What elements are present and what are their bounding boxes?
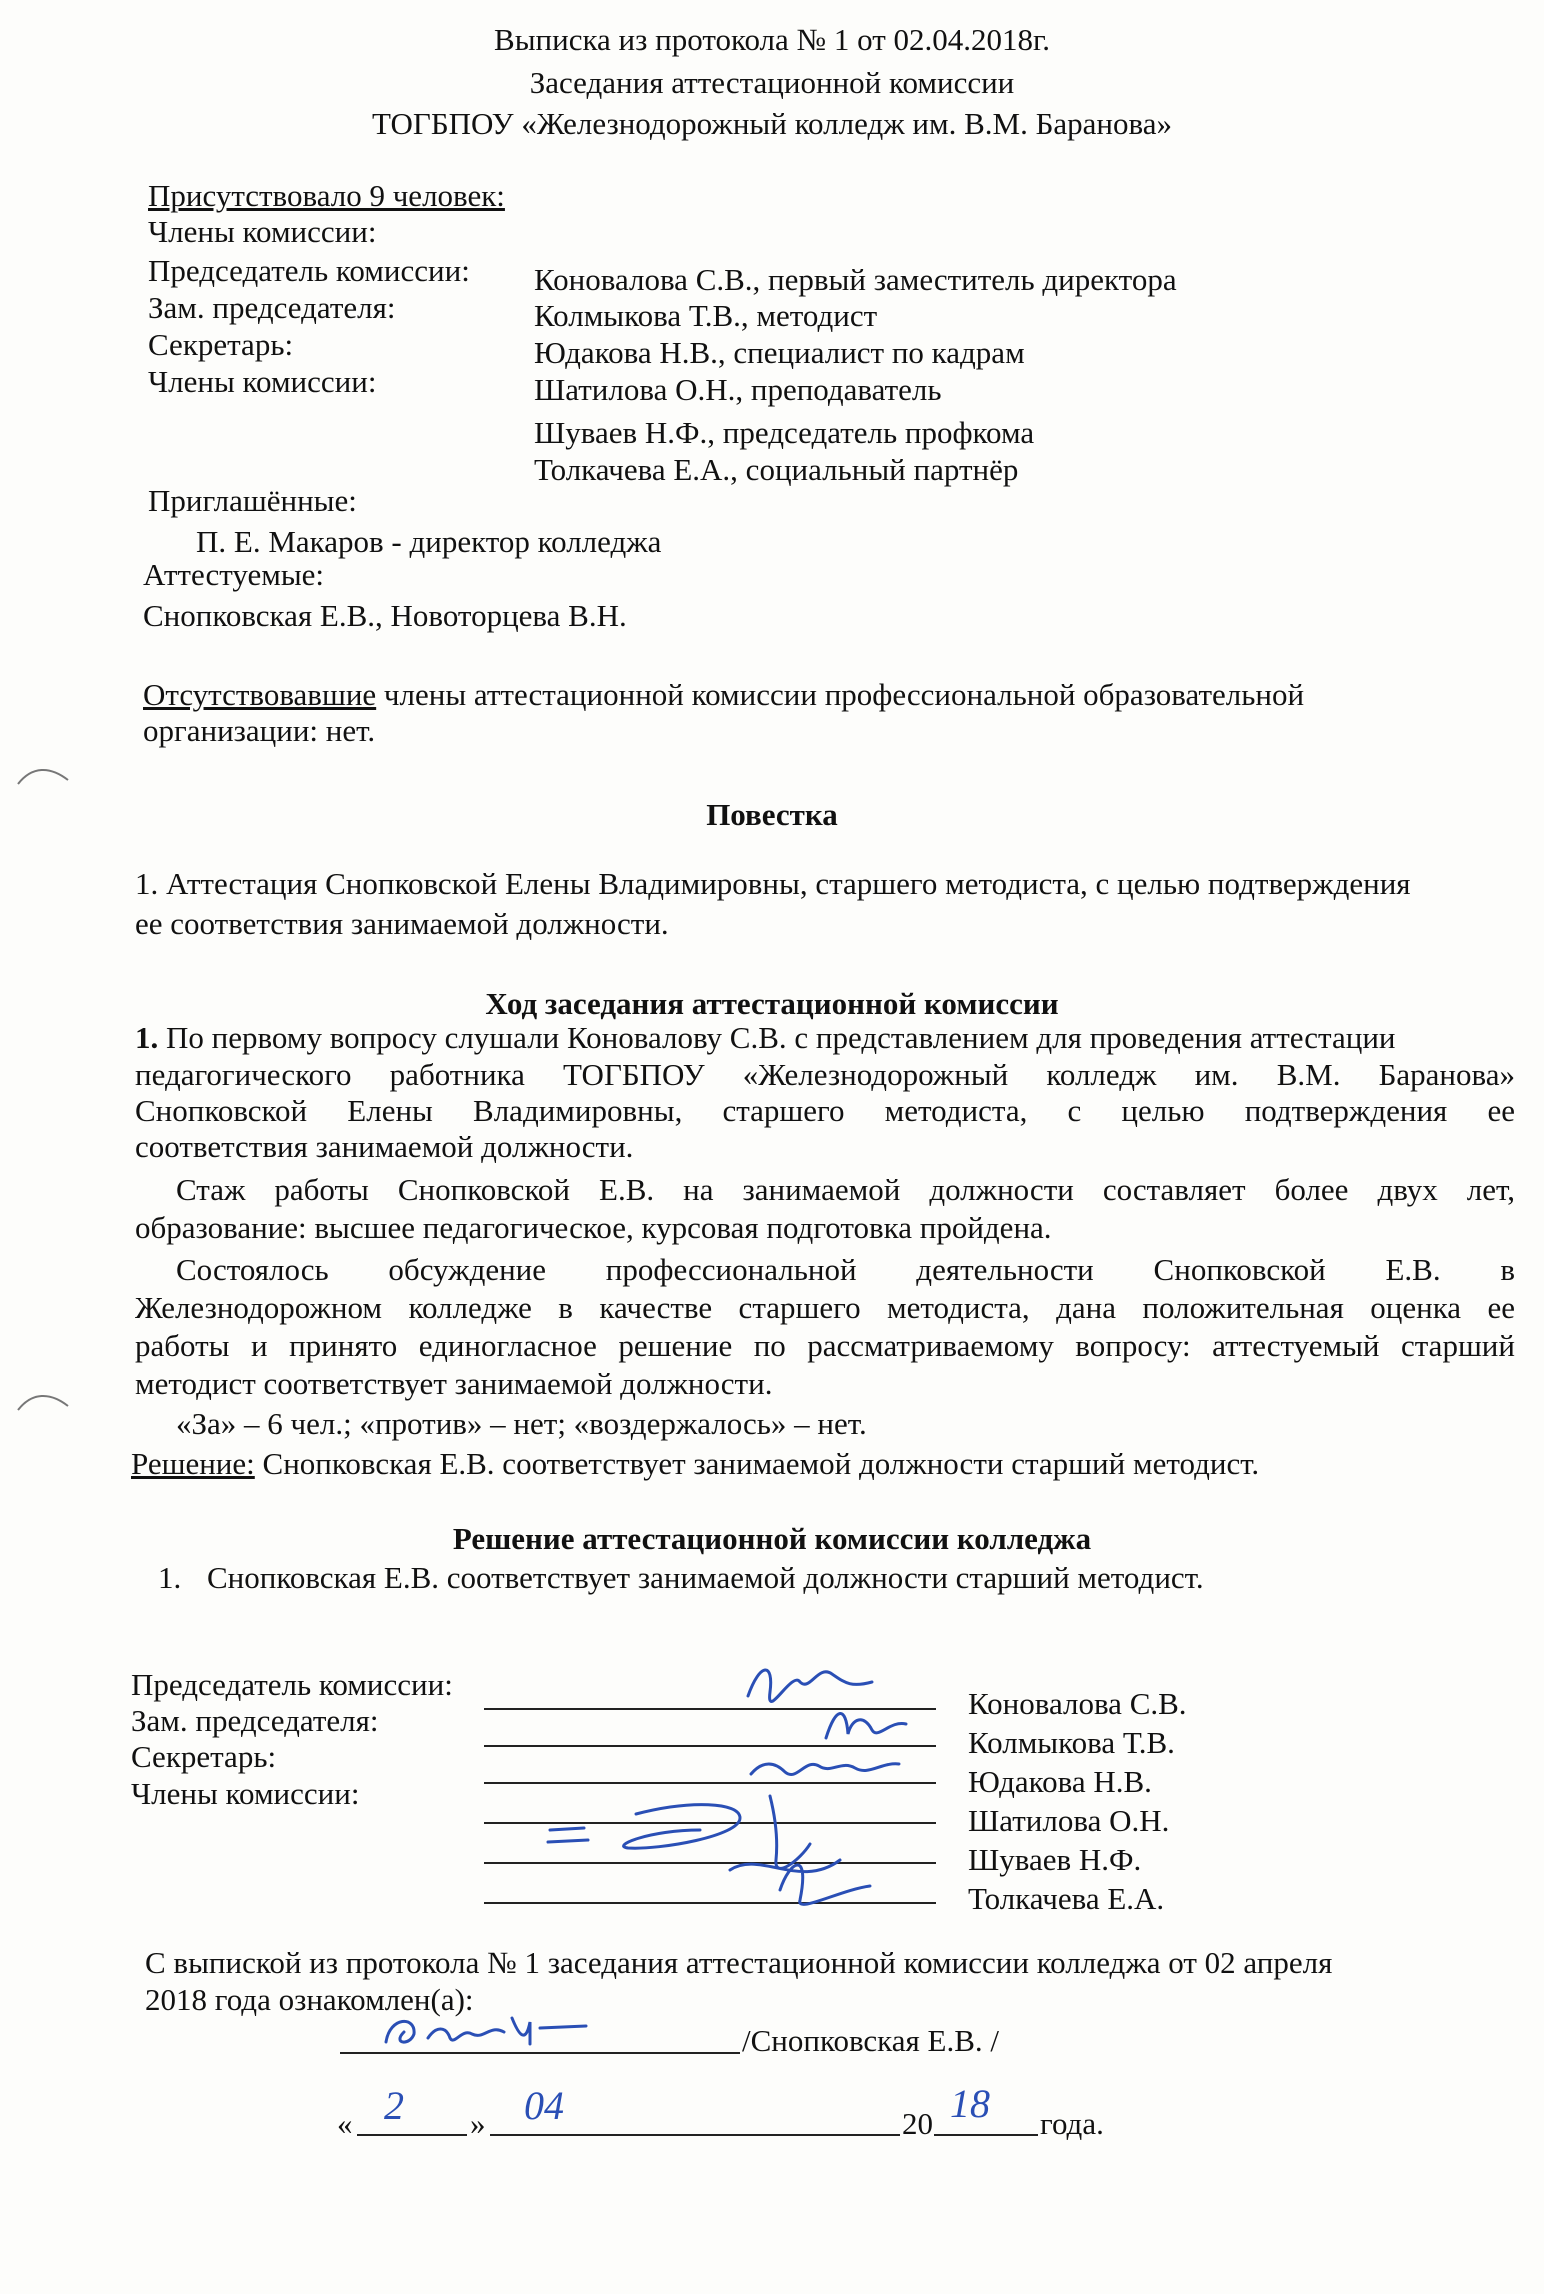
ack-day-handwritten: 2 xyxy=(384,2083,404,2128)
ack-year-handwritten: 18 xyxy=(950,2081,990,2126)
absent-label: Отсутствовавшие xyxy=(143,677,377,712)
final-decision-text: Снопковская Е.В. соответствует занимаемой должности старший методист. xyxy=(207,1560,1204,1595)
ack-signature-scribble xyxy=(380,2008,600,2061)
ack-line-2: 2018 года ознакомлен(а): xyxy=(145,1982,474,2017)
invited-person: П. Е. Макаров - директор колледжа xyxy=(196,524,662,559)
proceedings-p1-line-2: педагогического работника ТОГБПОУ «Железнодорожный колледж им. В.М. Баранова» xyxy=(135,1057,1515,1092)
proceedings-p2-line-1: Стаж работы Снопковской Е.В. на занимаемой должности составляет более двух лет, xyxy=(176,1172,1515,1207)
ack-month-handwritten: 04 xyxy=(524,2083,564,2128)
attested-heading: Аттестуемые: xyxy=(143,557,325,592)
role-secretary: Секретарь: xyxy=(148,327,294,362)
final-decision-num: 1. xyxy=(158,1560,182,1595)
ack-year-prefix: 20 xyxy=(902,2106,933,2141)
absent-line-2: организации: нет. xyxy=(143,713,376,748)
header-line-1: Выписка из протокола № 1 от 02.04.2018г. xyxy=(494,22,1050,57)
signature-scribble-secretary xyxy=(745,1742,905,1797)
proceedings-p1-line-1 xyxy=(135,1020,1396,1056)
person-vice-chair: Колмыкова Т.В., методист xyxy=(534,298,878,333)
person-member-3: Толкачева Е.А., социальный партнёр xyxy=(534,452,1019,487)
sign-role-secretary: Секретарь: xyxy=(131,1739,277,1774)
sign-name-2: Колмыкова Т.В. xyxy=(968,1725,1175,1760)
person-member-2: Шуваев Н.Ф., председатель профкома xyxy=(534,415,1035,450)
attested-persons: Снопковская Е.В., Новоторцева В.Н. xyxy=(143,598,627,633)
proceedings-p1-line-4: соответствия занимаемой должности. xyxy=(135,1129,634,1164)
agenda-item-line-1: 1. Аттестация Снопковской Елены Владимировны, старшего методиста, с целью подтверждения xyxy=(135,866,1411,901)
agenda-title: Повестка xyxy=(706,797,838,832)
ack-month-line xyxy=(490,2134,900,2136)
sign-role-vice-chair: Зам. председателя: xyxy=(131,1703,379,1738)
proceedings-p1-line-3: Снопковской Елены Владимировны, старшего методиста, с целью подтверждения ее xyxy=(135,1093,1515,1128)
person-chair: Коновалова С.В., первый заместитель директора xyxy=(534,262,1177,297)
role-members: Члены комиссии: xyxy=(148,364,377,399)
absent-rest: члены аттестационной комиссии профессиональной образовательной xyxy=(376,677,1305,712)
sign-name-3: Юдакова Н.В. xyxy=(968,1764,1152,1799)
proceedings-p3-line-1: Состоялось обсуждение профессиональной деятельности Снопковской Е.В. в xyxy=(176,1252,1515,1287)
role-chair: Председатель комиссии: xyxy=(148,253,470,288)
person-member-1: Шатилова О.Н., преподаватель xyxy=(534,372,942,407)
ack-day-line xyxy=(357,2134,467,2136)
vote-result: «За» – 6 чел.; «против» – нет; «воздержалось» – нет. xyxy=(176,1406,867,1441)
present-count: Присутствовало 9 человек: xyxy=(148,178,505,213)
proceedings-p3-line-4: методист соответствует занимаемой должности. xyxy=(135,1366,773,1401)
sign-name-5: Шуваев Н.Ф. xyxy=(968,1842,1142,1877)
sign-name-4: Шатилова О.Н. xyxy=(968,1803,1170,1838)
ack-year-line xyxy=(934,2134,1038,2136)
signature-scribble-members xyxy=(540,1790,940,1925)
ack-date-close-quote: » xyxy=(470,2106,486,2141)
scan-mark-1 xyxy=(14,760,74,795)
header-line-2: Заседания аттестационной комиссии xyxy=(529,65,1015,100)
sign-name-1: Коновалова С.В. xyxy=(968,1686,1187,1721)
decision-text: Снопковская Е.В. соответствует занимаемой должности старший методист. xyxy=(254,1446,1260,1481)
proceedings-decision xyxy=(131,1446,1259,1482)
final-decision-title: Решение аттестационной комиссии колледжа xyxy=(452,1521,1092,1556)
scan-mark-2 xyxy=(14,1386,74,1421)
person-secretary: Юдакова Н.В., специалист по кадрам xyxy=(534,335,1025,370)
ack-date-open-quote: « xyxy=(337,2106,353,2141)
agenda-item-line-2: ее соответствия занимаемой должности. xyxy=(135,906,669,941)
members-heading: Члены комиссии: xyxy=(148,214,377,249)
proceedings-p3-line-2: Железнодорожном колледже в качестве старшего методиста, дана положительная оценка ее xyxy=(135,1290,1515,1325)
ack-line-1: С выпиской из протокола № 1 заседания аттестационной комиссии колледжа от 02 апреля xyxy=(145,1945,1333,1980)
proceedings-title: Ход заседания аттестационной комиссии xyxy=(485,986,1059,1021)
proceedings-p1-text: По первому вопросу слушали Коновалову С.В. с представлением для проведения аттестации xyxy=(158,1020,1396,1055)
proceedings-p2-line-2: образование: высшее педагогическое, курсовая подготовка пройдена. xyxy=(135,1210,1052,1245)
proceedings-p3-line-3: работы и принято единогласное решение по рассматриваемому вопросу: аттестуемый старший xyxy=(135,1328,1515,1363)
ack-year-suffix: года. xyxy=(1040,2106,1104,2141)
role-vice-chair: Зам. председателя: xyxy=(148,290,396,325)
ack-name: /Снопковская Е.В. / xyxy=(742,2023,1000,2058)
proceedings-p1-num: 1. xyxy=(135,1020,159,1055)
sign-name-6: Толкачева Е.А. xyxy=(968,1881,1165,1916)
header-line-3: ТОГБПОУ «Железнодорожный колледж им. В.М. Баранова» xyxy=(372,106,1172,141)
invited-heading: Приглашённые: xyxy=(148,483,357,518)
sign-role-chair: Председатель комиссии: xyxy=(131,1667,453,1702)
sign-role-members: Члены комиссии: xyxy=(131,1776,360,1811)
absent-line-1 xyxy=(143,677,1304,713)
decision-label: Решение: xyxy=(131,1446,255,1481)
